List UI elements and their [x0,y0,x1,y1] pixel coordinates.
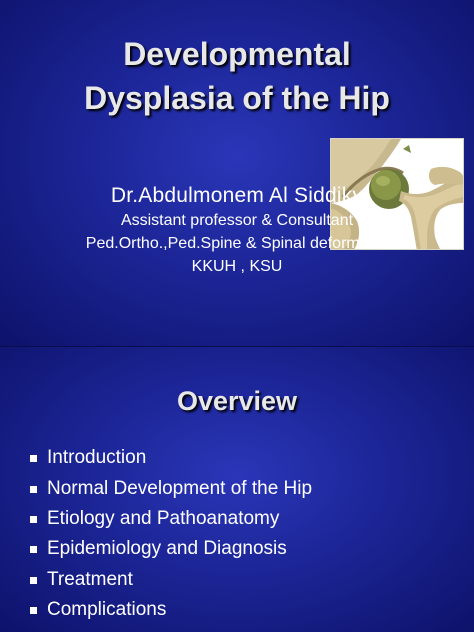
bullet-text: Normal Development of the Hip [47,477,313,499]
author-institution: KKUH , KSU [191,258,283,275]
list-item [30,473,450,503]
bullet-text: Epidemiology and Diagnosis [47,538,287,560]
bullet-text: Etiology and Pathoanatomy [47,507,280,529]
square-bullet-icon [30,516,37,523]
list-item [30,504,450,534]
author-name: Dr.Abdulmonem Al Siddiky [110,184,364,207]
square-bullet-icon [30,546,37,553]
slide-title [0,32,474,120]
list-item [30,565,450,595]
square-bullet-icon [30,607,37,614]
author-info [0,183,474,278]
bullet-text: Complications [47,599,167,621]
author-specialty: Ped.Ortho.,Ped.Spine & Spinal deformities [85,235,389,252]
square-bullet-icon [30,486,37,493]
overview-title: Overview [176,386,298,416]
bullet-text: Introduction [47,447,147,469]
author-position: Assistant professor & Consultant [120,212,354,229]
slide-title-line-1: Developmental [123,36,351,72]
list-item [30,443,450,473]
list-item [30,534,450,564]
overview-bullet-list [30,443,450,625]
square-bullet-icon [30,455,37,462]
list-item [30,595,450,625]
bullet-text: Treatment [47,568,133,590]
overview-slide [0,346,474,632]
slide-title-line-2: Dysplasia of the Hip [84,80,390,116]
square-bullet-icon [30,577,37,584]
